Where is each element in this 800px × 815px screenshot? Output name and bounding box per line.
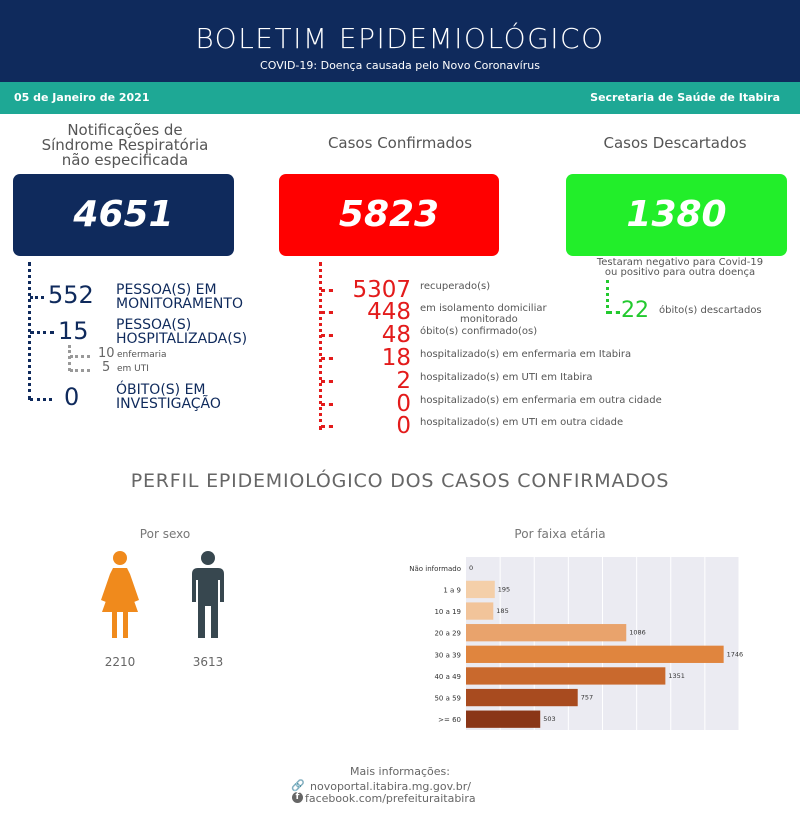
female-icon	[98, 550, 142, 640]
by-age-title: Por faixa etária	[514, 527, 606, 541]
discarded-total: 1380	[626, 194, 727, 235]
monitoring-label-line1: PESSOA(S) EM	[116, 282, 217, 298]
confirmed-item-label-line1: hospitalizado(s) em UTI em Itabira	[420, 372, 593, 383]
ward-value: 10	[98, 346, 115, 361]
page-subtitle: COVID-19: Doença causada pelo Novo Coronavírus	[260, 59, 540, 72]
chart-value-label: 0	[469, 563, 474, 572]
notifications-title-line3: não especificada	[61, 151, 189, 169]
chart-bar	[466, 581, 495, 598]
confirmed-item-label	[420, 372, 593, 383]
profile-title: PERFIL EPIDEMIOLÓGICO DOS CASOS CONFIRMADOS	[130, 470, 670, 492]
confirmed-item-label-line1: hospitalizado(s) em enfermaria em Itabira	[420, 349, 632, 360]
confirmed-title: Casos Confirmados	[327, 134, 473, 152]
confirmed-item-value: 18	[381, 345, 411, 371]
confirmed-item-value: 48	[381, 322, 411, 348]
connector-icu	[70, 369, 90, 372]
discarded-deaths-label: óbito(s) descartados	[659, 305, 762, 316]
notifications-title-line2: Síndrome Respiratória	[41, 136, 209, 154]
male-count: 3613	[192, 655, 224, 669]
website-link[interactable]: novoportal.itabira.mg.gov.br/	[310, 780, 471, 793]
facebook-icon: f	[292, 792, 303, 803]
deaths-investigation-value: 0	[64, 383, 80, 411]
organization-name: Secretaria de Saúde de Itabira	[590, 91, 780, 104]
confirmed-item-value: 448	[367, 299, 411, 325]
discarded-title: Casos Descartados	[603, 134, 747, 152]
connector-confirmed-0	[321, 289, 333, 292]
connector-confirmed-3	[321, 357, 333, 360]
chart-value-label: 195	[497, 585, 511, 594]
deaths-investigation-label	[116, 383, 221, 411]
confirmed-item-label	[420, 281, 490, 292]
chart-value-label: 503	[543, 715, 556, 724]
connector-confirmed-1	[321, 311, 333, 314]
notifications-total-box	[13, 174, 234, 256]
facebook-link[interactable]: facebook.com/prefeituraitabira	[305, 792, 476, 805]
monitoring-label	[116, 283, 243, 311]
confirmed-item-label-line1: em isolamento domiciliar	[420, 303, 547, 314]
chart-bar	[466, 667, 665, 684]
age-bar-chart	[400, 555, 745, 735]
chart-category-label: 40 a 49	[434, 672, 461, 681]
deaths-label-line1: ÓBITO(S) EM	[116, 382, 206, 398]
confirmed-item-label	[420, 395, 662, 406]
confirmed-item-label-line1: hospitalizado(s) em enfermaria em outra cidade	[420, 395, 662, 406]
connector-confirmed-4	[321, 380, 333, 383]
confirmed-item-value: 0	[396, 413, 411, 439]
chart-category-label: 1 a 9	[443, 586, 461, 595]
connector-discarded-deaths	[608, 311, 620, 314]
hospitalized-connector-line	[68, 345, 71, 371]
chart-bar	[466, 711, 540, 728]
chart-bar	[466, 689, 578, 706]
connector-monitoring	[30, 296, 44, 299]
deaths-label-line2: INVESTIGAÇÃO	[116, 396, 221, 412]
confirmed-item-label	[420, 303, 547, 325]
confirmed-item-value: 0	[396, 391, 411, 417]
confirmed-item-label-line1: recuperado(s)	[420, 281, 491, 292]
chart-bar	[466, 624, 626, 641]
hospitalized-label-line1: PESSOA(S)	[116, 317, 192, 333]
confirmed-item-label	[420, 326, 537, 337]
chart-value-label: 1086	[629, 628, 646, 637]
male-icon	[186, 550, 230, 640]
discarded-note-line1: Testaram negativo para Covid-19	[596, 257, 764, 268]
confirmed-item-value: 2	[396, 368, 411, 394]
chart-category-label: >= 60	[438, 716, 461, 725]
confirmed-item-label	[420, 349, 631, 360]
confirmed-item-value: 5307	[352, 277, 411, 303]
notifications-total: 4651	[73, 194, 174, 235]
female-count: 2210	[104, 655, 136, 669]
icu-label: em UTI	[117, 364, 149, 374]
icu-value: 5	[102, 360, 111, 375]
monitoring-value: 552	[48, 281, 94, 309]
ward-label: enfermaria	[117, 350, 167, 360]
connector-hospitalized	[30, 331, 54, 334]
more-info-label: Mais informações:	[350, 765, 450, 778]
chart-value-label: 1746	[726, 650, 744, 659]
monitoring-label-line2: MONITORAMENTO	[116, 296, 243, 312]
by-sex-title: Por sexo	[139, 527, 191, 541]
confirmed-item-label-line1: óbito(s) confirmado(os)	[420, 326, 538, 337]
chart-value-label: 185	[496, 607, 509, 616]
chart-category-label: 20 a 29	[434, 629, 461, 638]
discarded-note	[570, 258, 790, 278]
chart-category-label: 50 a 59	[434, 694, 461, 703]
hospitalized-label-line2: HOSPITALIZADA(S)	[116, 331, 248, 347]
discarded-connector-line	[606, 280, 609, 314]
confirmed-item-label-line1: hospitalizado(s) em UTI em outra cidade	[420, 417, 624, 428]
confirmed-total: 5823	[338, 194, 440, 235]
link-icon: 🔗	[291, 779, 305, 792]
chart-bar	[466, 646, 724, 663]
confirmed-item-label	[420, 417, 623, 428]
connector-deaths	[30, 398, 52, 401]
chart-bar	[466, 602, 493, 619]
chart-category-label: Não informado	[409, 564, 461, 573]
chart-value-label: 1351	[668, 671, 685, 680]
confirmed-total-box	[279, 174, 499, 256]
hospitalized-label	[116, 318, 247, 346]
chart-category-label: 30 a 39	[434, 651, 461, 660]
discarded-note-line2: ou positivo para outra doença	[604, 267, 756, 278]
header	[0, 0, 800, 82]
hospitalized-value: 15	[58, 317, 89, 345]
confirmed-item-label-line2: monitorado	[460, 314, 518, 325]
connector-ward	[70, 355, 90, 358]
page-title: BOLETIM EPIDEMIOLÓGICO	[195, 22, 605, 55]
connector-confirmed-2	[321, 334, 333, 337]
discarded-total-box	[566, 174, 787, 256]
info-bar	[0, 82, 800, 114]
chart-category-label: 10 a 19	[434, 608, 461, 617]
report-date: 05 de Janeiro de 2021	[14, 91, 150, 104]
connector-confirmed-6	[321, 425, 333, 428]
discarded-deaths-value: 22	[621, 298, 649, 323]
connector-confirmed-5	[321, 403, 333, 406]
notifications-title-line1: Notificações de	[67, 121, 183, 139]
chart-value-label: 757	[580, 693, 594, 702]
notifications-title	[0, 123, 250, 168]
